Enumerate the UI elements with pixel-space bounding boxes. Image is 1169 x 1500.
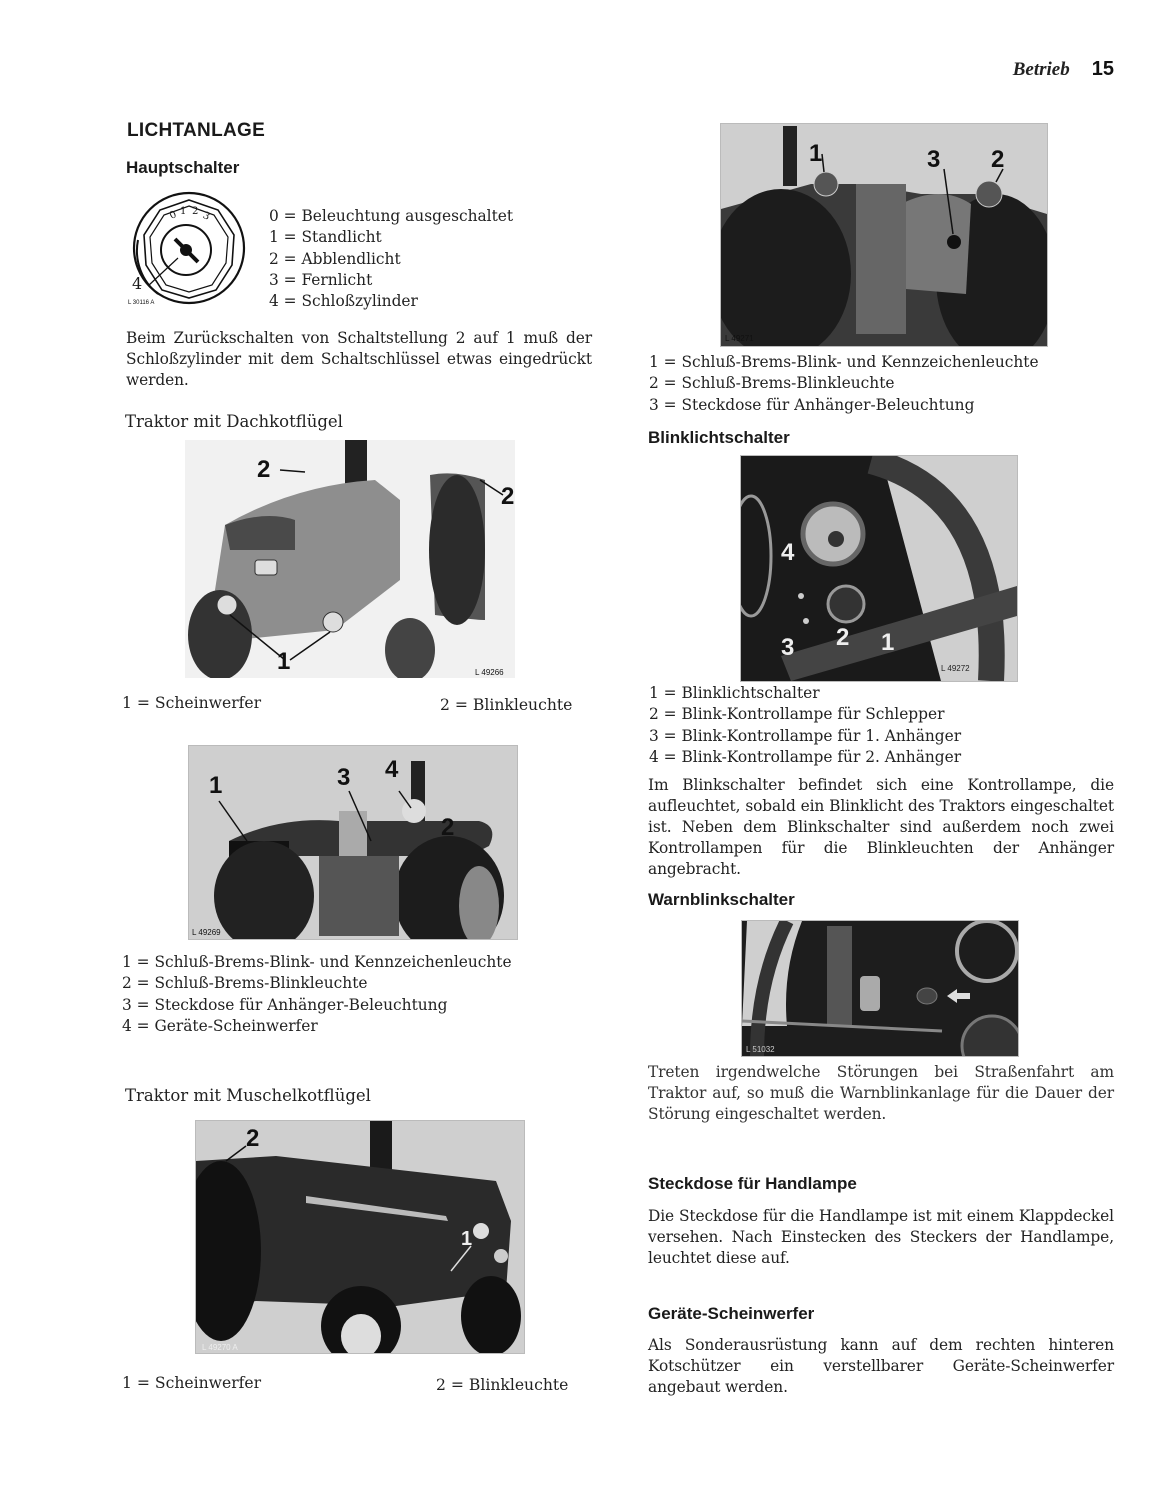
indicator-legend	[649, 683, 961, 768]
rear-view-legend	[649, 352, 1039, 416]
photo-tractor-rear-roof-fender	[188, 745, 518, 940]
heading-dachkotfluegel: Traktor mit Dachkotflügel	[125, 412, 343, 431]
page-number: 15	[1091, 58, 1114, 80]
tractor-rear-image	[189, 746, 517, 939]
callout-3: 3	[337, 764, 351, 791]
callout-4: 4	[385, 756, 399, 783]
figure-code: L 49272	[941, 664, 970, 673]
legend-item: 3 = Steckdose für Anhänger-Beleuchtung	[649, 395, 975, 414]
legend-item: 1 = Blinklichtschalter	[649, 684, 820, 702]
dial-pos-0: 0	[167, 209, 179, 222]
heading-blinklichtschalter: Blinklichtschalter	[648, 428, 790, 447]
section-name: Betrieb	[1012, 59, 1070, 80]
legend-item: 4 = Geräte-Scheinwerfer	[122, 1016, 318, 1035]
handlampe-text: Die Steckdose für die Handlampe ist mit einem Klappdeckel versehen. Nach Einstecken des Steckers der Handlampe, leuchtet diese auf.	[648, 1207, 1114, 1267]
legend-item: 3 = Fernlicht	[269, 270, 373, 289]
caption-left: 1 = Scheinwerfer	[122, 1374, 262, 1392]
legend-item: 1 = Schluß-Brems-Blink- und Kennzeichenleuchte	[649, 353, 1039, 371]
dial-lock-label: 4	[132, 274, 143, 293]
photo-tractor-front-roof-fender	[185, 440, 515, 678]
figure-code: L 49271	[725, 334, 754, 343]
tractor-front-image	[185, 440, 515, 678]
main-switch-note: Beim Zurückschalten von Schaltstellung 2 auf 1 muß der Schloßzylinder mit dem Schaltschlüssel etwas eingedrückt werden.	[126, 329, 592, 389]
heading-hauptschalter: Hauptschalter	[126, 158, 240, 177]
photo-hazard-switch	[741, 920, 1019, 1057]
callout-2: 2	[991, 146, 1005, 173]
callout-2: 2	[501, 483, 515, 510]
dial-pos-2: 2	[192, 206, 199, 217]
figure-code: L 51032	[746, 1045, 775, 1054]
callout-1: 1	[881, 629, 895, 656]
photo-tractor-rear-view	[720, 123, 1048, 347]
figure-code: L 49269	[192, 928, 221, 937]
caption-right: 2 = Blinkleuchte	[436, 1376, 569, 1394]
legend-item: 4 = Blink-Kontrollampe für 2. Anhänger	[649, 747, 962, 766]
hazard-switch-image	[742, 921, 1018, 1056]
callout-2: 2	[836, 624, 850, 651]
indicator-text: Im Blinkschalter befindet sich eine Kontrollampe, die aufleuchtet, sobald ein Blinklicht des Traktors eingeschaltet ist. Neben dem Blinkschalter sind außerdem noch zwei Kontrollampen für die Blinkleuchten der Anhänger angebracht.	[648, 776, 1114, 878]
legend-item: 4 = Schloßzylinder	[269, 292, 418, 311]
callout-1: 1	[277, 648, 291, 675]
callout-2: 2	[257, 456, 271, 483]
callout-1: 1	[209, 772, 223, 799]
legend-item: 3 = Blink-Kontrollampe für 1. Anhänger	[649, 726, 962, 745]
rear-roof-fender-legend	[122, 952, 512, 1037]
legend-item: 0 = Beleuchtung ausgeschaltet	[269, 207, 514, 225]
dial-pos-1: 1	[180, 206, 187, 217]
legend-item: 3 = Steckdose für Anhänger-Beleuchtung	[122, 995, 448, 1014]
caption-left: 1 = Scheinwerfer	[122, 694, 262, 712]
legend-item: 2 = Abblendlicht	[269, 249, 401, 268]
figure-code: L 30116 A	[128, 300, 155, 306]
callout-2: 2	[246, 1125, 260, 1152]
photo-tractor-shell-fender	[195, 1120, 525, 1354]
light-switch-dial-icon	[128, 190, 248, 315]
callout-1: 1	[461, 1228, 473, 1250]
main-switch-legend	[269, 206, 513, 312]
hazard-text: Treten irgendwelche Störungen bei Straßenfahrt am Traktor auf, so muß die Warnblinkanlage für die Dauer der Störung eingeschaltet werden.	[648, 1063, 1114, 1123]
running-head	[1013, 58, 1114, 81]
callout-3: 3	[927, 146, 941, 173]
heading-warnblinkschalter: Warnblinkschalter	[648, 890, 795, 909]
heading-steckdose-handlampe: Steckdose für Handlampe	[648, 1174, 857, 1193]
callout-2: 2	[441, 814, 455, 841]
dial-pos-3: 3	[200, 210, 212, 223]
legend-item: 2 = Schluß-Brems-Blinkleuchte	[649, 374, 895, 393]
figure-code: L 49266	[475, 668, 504, 677]
callout-4: 4	[781, 539, 795, 566]
callout-1: 1	[809, 140, 823, 167]
legend-item: 2 = Schluß-Brems-Blinkleuchte	[122, 974, 368, 993]
main-switch-diagram	[128, 190, 248, 315]
legend-item: 2 = Blink-Kontrollampe für Schlepper	[649, 705, 945, 724]
geraete-text: Als Sonderausrüstung kann auf dem rechten hinteren Kotschützer ein verstellbarer Geräte-Scheinwerfer angebaut werden.	[648, 1336, 1114, 1396]
heading-muschelkotfluegel: Traktor mit Muschelkotflügel	[125, 1086, 371, 1105]
tractor-side-image	[196, 1121, 524, 1353]
figure-code: L 49270 A	[202, 1343, 238, 1352]
caption-right: 2 = Blinkleuchte	[440, 696, 573, 714]
legend-item: 1 = Standlicht	[269, 228, 382, 247]
chapter-title: LICHTANLAGE	[127, 120, 266, 141]
photo-indicator-switch	[740, 455, 1018, 682]
legend-item: 1 = Schluß-Brems-Blink- und Kennzeichenleuchte	[122, 953, 512, 971]
callout-3: 3	[781, 634, 795, 661]
heading-geraete-scheinwerfer: Geräte-Scheinwerfer	[648, 1304, 815, 1323]
